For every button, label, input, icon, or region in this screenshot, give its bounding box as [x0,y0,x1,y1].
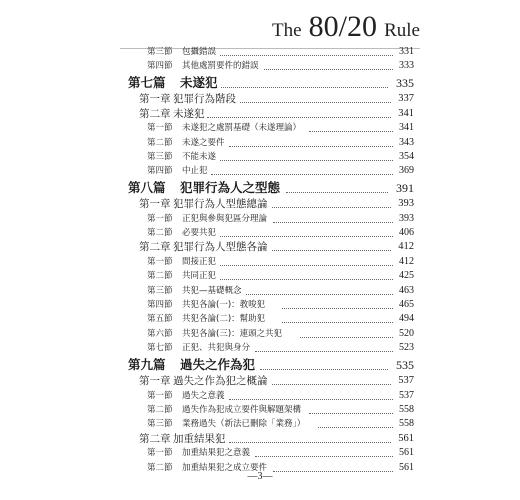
toc-entry-title: 業務過失（新法已刪除「業務」） [182,419,306,430]
toc-page-number: 463 [399,284,414,296]
page-number: —3— [247,471,273,482]
toc-entry-title: 未遂犯 [173,107,205,120]
toc-leader-dots [309,120,393,132]
toc-leader-dots [272,373,391,385]
toc-entry-title: 共犯各論(三)：連頭之共犯 [182,328,283,339]
toc-leader-dots [211,163,393,175]
toc-leader-dots [229,135,394,147]
toc-page-number: 354 [399,150,414,162]
toc-page-number: 341 [399,122,414,134]
book-title-word-the: The [272,20,302,41]
toc-leader-dots [229,431,391,443]
toc-entry-label: 第一節 [147,448,173,459]
book-title [272,10,420,44]
toc-page-number: 337 [398,93,414,105]
toc-entry-title: 過失之作為犯 [180,356,256,372]
toc-entry-label: 第三節 [147,285,173,296]
toc-entry-label: 第六節 [147,328,173,339]
toc-entry-label: 第二節 [147,462,173,473]
toc-entry-title: 未遂犯之處罰基礎（未遂理論） [182,123,302,134]
toc-entry-label: 第二節 [147,404,173,415]
toc-leader-dots [220,44,393,56]
toc-leader-dots [260,355,388,370]
toc-entry-title: 正犯與參與犯區分理論 [182,213,268,224]
toc-leader-dots [273,211,393,223]
toc-entry-title: 犯罪行為階段 [173,93,236,106]
toc-entry-title: 加重結果犯 [173,432,226,445]
toc-entry-label: 第二章 [139,241,171,254]
toc-page-number: 558 [399,418,414,430]
toc-entry-title: 犯罪行為人型態各論 [173,241,268,254]
toc-entry-title: 其他處罰要件的錯誤 [182,61,259,72]
toc-page-number: 343 [399,136,414,148]
toc-entry-title: 加重結果犯之成立要件 [182,462,268,473]
toc-page-number: 331 [399,46,414,57]
toc-leader-dots [273,460,393,472]
toc-leader-dots [286,178,388,193]
toc-entry-label: 第七篇 [128,74,166,90]
toc-entry-label: 第一節 [147,390,173,401]
toc-entry-title: 共同正犯 [182,271,217,282]
toc-entry-label: 第一章 [139,93,171,106]
toc-leader-dots [220,268,393,280]
toc-page-number: 537 [398,375,414,387]
toc-entry-label: 第二節 [147,137,173,148]
toc-page-number: 494 [399,313,414,325]
toc-entry-title: 共犯各論(一)：教唆犯 [182,300,266,310]
toc-leader-dots [309,402,393,414]
toc-page-number: 520 [399,327,414,339]
toc-entry-label: 第一節 [147,123,173,134]
toc-leader-dots [221,73,388,88]
toc-entry-title: 共犯各論(二)：幫助犯 [182,314,266,325]
toc-leader-dots [246,283,393,295]
toc-entry-label: 第九篇 [128,356,166,372]
toc-leader-dots [300,326,393,338]
toc-leader-dots [255,340,393,352]
toc-page-number: 537 [399,389,414,401]
toc-page-number: 333 [399,60,414,72]
running-header [120,10,420,44]
toc-entry-title: 間接正犯 [182,256,217,267]
toc-leader-dots [272,196,391,208]
toc-entry-title: 正犯、共犯與身分 [182,343,251,354]
toc-entry-label: 第二節 [147,228,173,238]
toc-entry-label: 第八篇 [128,179,166,195]
toc-page-number: 335 [396,75,414,90]
toc-leader-dots [282,311,393,323]
toc-entry-title: 犯罪行為人之型態 [180,179,281,195]
toc-page-number: 561 [398,432,414,444]
toc-page-number: 369 [399,165,414,177]
toc-entry-title: 包攝錯誤 [182,47,217,57]
toc-entry-title: 必要共犯 [182,228,217,238]
toc-entry-label: 第三節 [147,419,173,430]
toc-page-number: 406 [399,227,414,238]
toc-page-number: 391 [396,180,414,195]
toc-entry-label: 第五節 [147,314,173,325]
toc-page-number: 523 [399,342,414,354]
toc-page-number: 412 [399,255,414,267]
toc-leader-dots [207,106,391,118]
toc-page-number: 561 [399,461,414,473]
toc-page-number: 561 [399,447,414,459]
toc-entry-title: 犯罪行為人型態總論 [173,198,268,211]
toc-leader-dots [264,58,393,70]
toc-entry-part [0,178,520,198]
toc-entry-title: 過失之意義 [182,390,225,401]
toc-page-number: 535 [396,357,414,372]
toc-entry-title: 不能未遂 [182,151,217,162]
toc-leader-dots [240,91,391,103]
toc-leader-dots [220,225,393,237]
toc-entry-label: 第二節 [147,271,173,282]
toc-entry-label: 第三節 [147,47,173,57]
toc-page-number: 425 [399,270,414,282]
toc-entry-title: 未遂犯 [180,74,218,90]
toc-leader-dots [282,297,393,309]
toc-entry-title: 中止犯 [182,166,208,177]
toc-leader-dots [220,254,393,266]
toc-entry-label: 第一章 [139,375,171,388]
book-title-word-rule: Rule [384,20,420,41]
toc-entry-label: 第三節 [147,151,173,162]
toc-entry-title: 未遂之要件 [182,137,225,148]
toc-entry-label: 第二章 [139,107,171,120]
toc-entry-label: 第四節 [147,166,173,177]
toc-entry-label: 第二章 [139,432,171,445]
toc-page-number: 558 [399,403,414,415]
toc-entry-title: 共犯—基礎概念 [182,285,242,296]
toc-entry-label: 第一節 [147,256,173,267]
toc-leader-dots [255,445,393,457]
toc-page-number: 341 [398,107,414,119]
toc-leader-dots [272,239,391,251]
toc-leader-dots [229,388,394,400]
toc-entry-title: 過失作為犯成立要件與解題架構 [182,404,302,415]
toc-page-number: 393 [398,198,414,210]
toc-entry-title: 加重結果犯之意義 [182,448,251,459]
toc-leader-dots [318,416,394,428]
toc-entry-label: 第四節 [147,300,173,310]
toc-page-number: 412 [398,241,414,253]
toc-leader-dots [220,149,393,161]
book-title-number: 80/20 [308,10,378,43]
toc-entry-part [0,355,520,375]
toc-entry-label: 第七節 [147,343,173,354]
toc-entry-label: 第一章 [139,198,171,211]
toc-page-number: 465 [399,299,414,310]
toc-entry-label: 第一節 [147,213,173,224]
toc-entry-label: 第四節 [147,61,173,72]
toc-entry-part [0,73,520,93]
toc-page-number: 393 [399,212,414,224]
toc-entry-title: 過失之作為犯之概論 [173,375,268,388]
